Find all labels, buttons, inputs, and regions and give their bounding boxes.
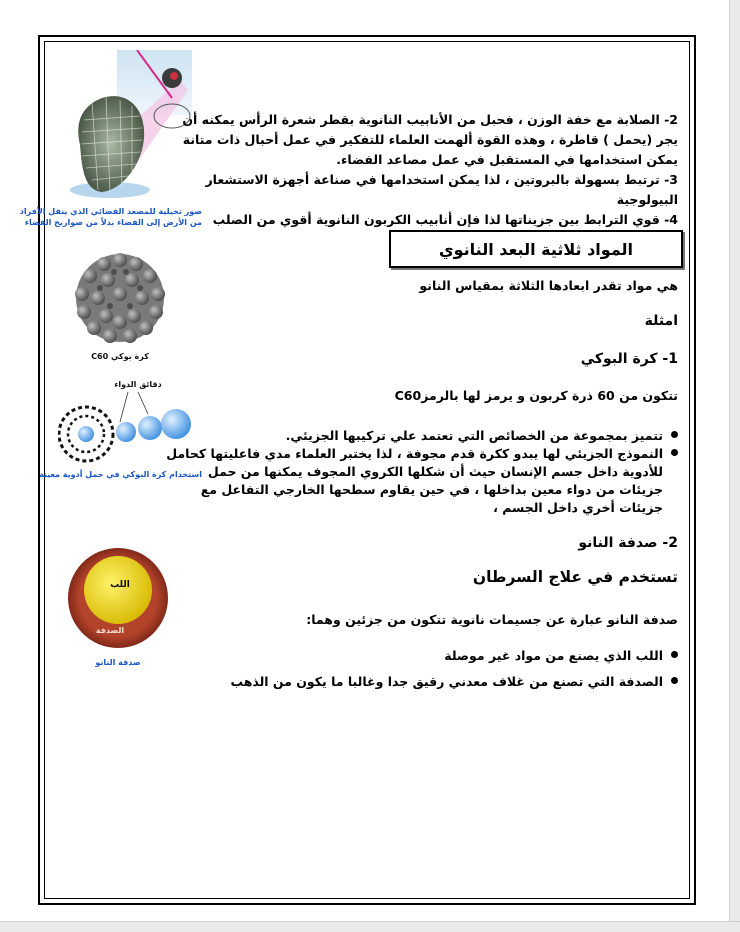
shell-label: الصدفة [95,626,125,635]
nanoshell-bullet-2: الصدفة التي تصنع من غلاف معدني رقيق جدا وغالبا ما يكون من الذهب [230,673,678,690]
buckyball-caption: كرة بوكي C60 [91,352,149,361]
nanoshell-use: تستخدم في علاج السرطان [472,568,678,586]
buckyball-c60-illustration [70,248,170,348]
nanoshell-heading: 2- صدفة النانو [578,535,678,551]
paragraph-3-line1: 3- ترتبط بسهولة بالبروتين ، لذا يمكن استخدامها في صناعة أجهزة الاستشعار [205,172,678,187]
definition-text: هي مواد تقدر ابعادها الثلاثة بمقياس النانو [419,278,678,293]
bullet-dot [671,449,678,456]
space-elevator-illustration [62,50,197,200]
drug-label: دقائق الدواء [114,380,162,389]
nanoshell-caption: صدفة النانو [95,658,141,667]
viewer-bottom-edge [0,921,740,932]
bucky-description: تتكون من 60 ذرة كربون و يرمز لها بالرمزC60 [394,388,678,403]
paragraph-2-line3: يمكن استخدامها في المستقبل في عمل مصاعد الفضاء. [336,152,678,167]
bucky-bullet-2: النموذج الجزيئي لها يبدو ككرة قدم مجوفة ، لذا يختبر العلماء مدي فاعليتها كحامل [166,445,678,462]
paragraph-4-line1: 4- قوي الترابط بين جزيناتها لذا فإن أنابيب الكربون النانوية أقوي من الصلب [212,212,678,227]
bucky-bullet-1: تتميز بمجموعة من الخصائص التي تعتمد علي تركيبها الجزيئي. [286,427,678,444]
bucky-bullet-2-line2: للأدوية داخل جسم الإنسان حيث أن شكلها الكروي المجوف يمكنها من حمل [207,464,663,479]
examples-heading: امثلة [644,313,678,329]
elevator-caption-line1: صور تخيلية للمصعد الفضائي الذي ينقل الأفراد [19,207,202,216]
drug-delivery-caption: استخدام كرة البوكي في حمل أدوية معينة [39,470,202,479]
bucky-bullet-2-line3: جزيئات من دواء معين بداخلها ، في حين يقاوم سطحها الخارجي التفاعل مع [200,482,663,497]
bucky-bullet-2-line4: جزيئات أخري داخل الجسم ، [493,500,663,515]
bucky-heading: 1- كرة البوكي [580,351,678,367]
section-title: المواد ثلاثية البعد النانوي [438,239,634,259]
bullet-dot [671,651,678,658]
elevator-caption-line2: من الأرض إلى الفضاء بدلاً من صواريخ الفضاء [24,218,202,227]
shell-core-label: اللب [110,580,130,590]
nanoshell-description: صدفة النانو عبارة عن جسيمات نانوية تتكون من جزئين وهما: [306,612,678,627]
paragraph-2-line1: 2- الصلابة مع خفة الوزن ، فحبل من الأنابيب النانوية بقطر شعرة الرأس يمكنه أن [182,112,678,127]
paragraph-3-line2: البيولوجية [616,192,678,207]
paragraph-2-line2: يجر (يحمل ) قاطرة ، وهذه القوة ألهمت العلماء للتفكير في عمل أحبال ذات متانة [182,132,678,147]
nanoshell-bullet-1: اللب الذي يصنع من مواد غير موصلة [444,647,678,664]
viewer-scroll-edge[interactable] [729,0,740,932]
bullet-dot [671,431,678,438]
section-title-box [389,230,683,268]
bullet-dot [671,677,678,684]
